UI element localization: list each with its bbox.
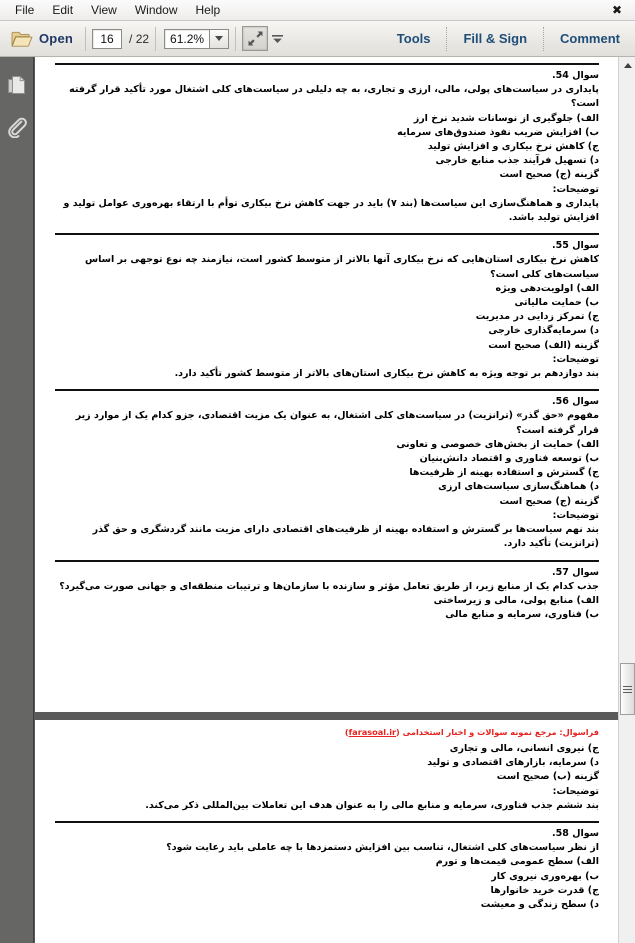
- question-text: مفهوم «حق گذر» (ترانزیت) در سیاست‌های کلی اشتغال، به عنوان یک مزیت اقتصادی، جزو کدام یک از موارد زیر قرار گرفته است؟: [75, 410, 599, 436]
- explanation-text: بند نهم سیاست‌ها بر گسترش و استفاده بهینه از ظرفیت‌های اقتصادی دارای مزیت مانند گردشگری و حق گذر (ترانزیت) تأکید دارد.: [92, 524, 599, 550]
- fill-and-sign-button[interactable]: Fill & Sign: [463, 31, 528, 46]
- answer-text: گزینه (ج) صحیح است: [499, 169, 599, 181]
- explanation-label: توضیحات:: [552, 785, 599, 797]
- open-folder-icon: [11, 30, 33, 48]
- option-dal: د) سرمایه‌گذاری خارجی: [488, 325, 599, 337]
- option-dal: د) سرمایه، بازارهای اقتصادی و تولید: [427, 757, 599, 769]
- watermark-suffix: ): [344, 727, 349, 737]
- question-block-55: [55, 233, 599, 383]
- watermark-url[interactable]: farasoal.ir: [348, 727, 397, 737]
- chevron-down-icon: [271, 33, 284, 45]
- view-mode-dropdown[interactable]: [268, 27, 286, 51]
- pdf-page-16: [35, 57, 619, 712]
- toolbar-right-group: [388, 27, 635, 51]
- option-alef: الف) جلوگیری از نوسانات شدید نرخ ارز: [413, 112, 599, 124]
- question-block-57: [55, 560, 599, 625]
- question-text: پایداری در سیاست‌های پولی، مالی، ارزی و تجاری، به چه دلیلی در سیاست‌های کلی اشتغال مورد تأکید قرار گرفته است؟: [69, 84, 599, 110]
- tools-button[interactable]: Tools: [396, 31, 431, 46]
- option-be: ب) حمایت مالیاتی: [514, 297, 599, 309]
- explanation-text: بند ششم جذب فناوری، سرمایه و منابع مالی را به عنوان هدف این تعاملات بین‌المللی ذکر می‌کند.: [145, 799, 599, 811]
- toolbar-divider-3: [235, 27, 236, 51]
- pdf-page-17: [35, 720, 619, 943]
- option-alef: الف) اولویت‌دهی ویژه: [495, 282, 599, 294]
- answer-text: گزینه (ج) صحیح است: [499, 495, 599, 507]
- block-divider: [55, 389, 599, 391]
- menu-window[interactable]: Window: [134, 2, 178, 17]
- site-watermark: [47, 720, 607, 742]
- explanation-label: توضیحات:: [552, 353, 599, 365]
- explanation-label: توضیحات:: [552, 183, 599, 195]
- toolbar: [0, 21, 635, 57]
- menu-view[interactable]: View: [91, 2, 117, 17]
- option-jim: ج) تمرکز زدایی در مدیریت: [475, 311, 599, 323]
- scrollbar-thumb[interactable]: [620, 663, 635, 715]
- zoom-input[interactable]: 61.2%: [164, 29, 210, 49]
- page-16-content: [47, 63, 607, 624]
- scroll-up-arrow-icon: [624, 63, 632, 68]
- menu-help[interactable]: Help: [195, 2, 221, 17]
- answer-text: گزینه (ب) صحیح است: [496, 771, 599, 783]
- open-button[interactable]: [5, 25, 79, 53]
- page-total-label: / 22: [129, 31, 150, 46]
- chevron-down-icon: [215, 36, 223, 41]
- watermark-text: فراسوال: مرجع نمونه سوالات و اخبار استخدامی (: [396, 727, 599, 737]
- option-be: ب) افزایش ضریب نفوذ صندوق‌های سرمایه: [397, 126, 599, 138]
- block-divider: [55, 821, 599, 823]
- explanation-text: پایداری و هماهنگ‌سازی این سیاست‌ها (بند ۷) باید در جهت کاهش نرخ بیکاری توأم با ارتقاء بهره‌وری عوامل تولید و افزایش تولید باشد.: [63, 197, 599, 224]
- question-number: سوال 58.: [552, 828, 599, 840]
- block-divider: [55, 63, 599, 65]
- question-block-54: [55, 63, 599, 227]
- explanation-label: توضیحات:: [552, 509, 599, 521]
- open-label: Open: [39, 31, 74, 46]
- option-be: ب) بهره‌وری نیروی کار: [491, 870, 599, 882]
- comment-button[interactable]: Comment: [560, 31, 620, 46]
- option-alef: الف) حمایت از بخش‌های خصوصی و تعاونی: [396, 438, 599, 450]
- option-jim: ج) گسترش و استفاده بهینه از ظرفیت‌ها: [409, 467, 599, 479]
- option-jim: ج) نیروی انسانی، مالی و تجاری: [449, 743, 599, 754]
- page-thumbnails-icon: [6, 74, 28, 96]
- toolbar-divider-4: [446, 27, 447, 51]
- question-block-57-continued: [55, 742, 599, 815]
- question-block-56: [55, 389, 599, 553]
- question-block-58: [55, 821, 599, 914]
- scrollbar-grip-icon: [623, 684, 632, 695]
- option-be: ب) توسعه فناوری و اقتصاد دانش‌بنیان: [419, 453, 599, 465]
- paperclip-icon: [6, 116, 28, 138]
- vertical-scrollbar[interactable]: [618, 57, 635, 943]
- document-viewport[interactable]: [34, 57, 635, 943]
- question-text: کاهش نرخ بیکاری استان‌هایی که نرخ بیکاری آنها بالاتر از متوسط کشور است، نیازمند چه نوع توجهی بر اساس سیاست‌های کلی است؟: [84, 254, 599, 280]
- question-number: سوال 56.: [552, 396, 599, 408]
- block-divider: [55, 560, 599, 562]
- close-icon[interactable]: ✖: [611, 3, 623, 17]
- option-alef: الف) منابع پولی، مالی و زیرساختی: [433, 594, 599, 606]
- question-number: سوال 57.: [552, 566, 599, 578]
- menu-edit[interactable]: Edit: [52, 2, 74, 17]
- zoom-dropdown-button[interactable]: [210, 29, 229, 49]
- page-number-input[interactable]: 16: [92, 29, 122, 49]
- question-number: سوال 55.: [552, 240, 599, 252]
- explanation-text: بند دوازدهم بر توجه ویژه به کاهش نرخ بیکاری استان‌های بالاتر از متوسط کشور تأکید دارد.: [174, 368, 599, 380]
- menu-bar: [0, 0, 635, 21]
- question-text: از نظر سیاست‌های کلی اشتغال، تناسب بین افزایش دستمزدها با چه عاملی باید رعایت شود؟: [166, 842, 599, 854]
- question-number: سوال 54.: [552, 70, 599, 81]
- toolbar-divider-5: [543, 27, 544, 51]
- fit-page-icon: [247, 30, 264, 47]
- option-be: ب) فناوری، سرمایه و منابع مالی: [445, 609, 599, 621]
- toolbar-divider-2: [155, 27, 156, 51]
- navigation-rail: [0, 57, 34, 943]
- toolbar-divider-1: [85, 27, 86, 51]
- option-dal: د) سطح زندگی و معیشت: [480, 899, 599, 911]
- option-alef: الف) سطح عمومی قیمت‌ها و تورم: [435, 856, 599, 868]
- zoom-control: [164, 29, 229, 49]
- option-jim: ج) کاهش نرخ بیکاری و افزایش تولید: [427, 141, 599, 153]
- block-divider: [55, 233, 599, 235]
- option-dal: د) هماهنگ‌سازی سیاست‌های ارزی: [438, 481, 599, 493]
- fit-page-button[interactable]: [242, 26, 268, 51]
- option-dal: د) تسهیل فرآیند جذب منابع خارجی: [435, 155, 599, 167]
- option-jim: ج) قدرت خرید خانوارها: [490, 884, 599, 896]
- attachments-button[interactable]: [0, 106, 34, 148]
- question-text: جذب کدام یک از منابع زیر، از طریق تعامل مؤثر و سازنده با سازمان‌ها و ترتیبات منطقه‌ای و جهانی صورت می‌گیرد؟: [59, 580, 599, 592]
- answer-text: گزینه (الف) صحیح است: [488, 339, 599, 351]
- page-thumbnails-button[interactable]: [0, 64, 34, 106]
- scroll-up-button[interactable]: [619, 57, 635, 74]
- page-17-content: [47, 742, 607, 914]
- menu-file[interactable]: File: [15, 2, 35, 17]
